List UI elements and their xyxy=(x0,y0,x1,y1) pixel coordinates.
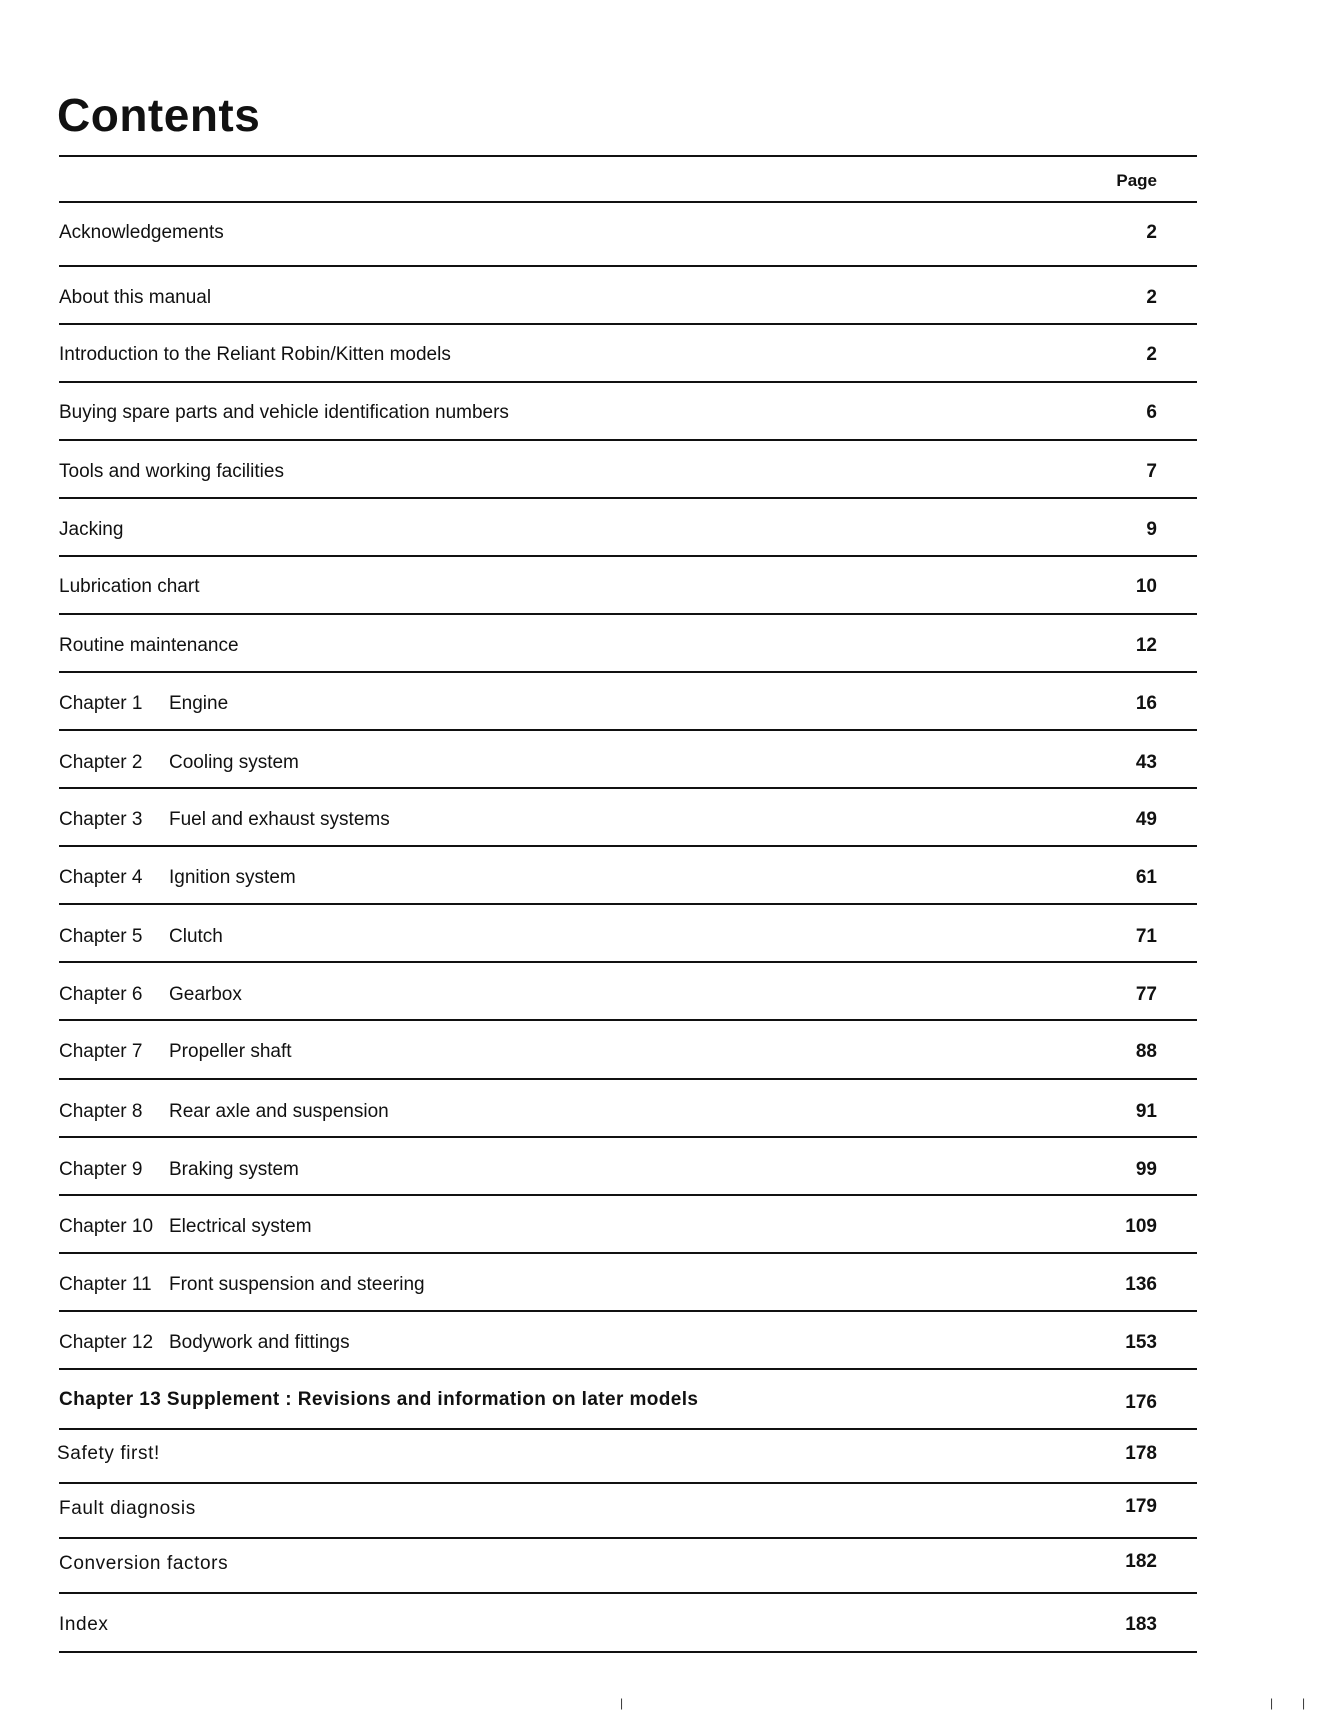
toc-entry-title: Conversion factors xyxy=(59,1553,229,1574)
toc-entry-title: Rear axle and suspension xyxy=(169,1101,389,1122)
toc-row xyxy=(59,673,1197,731)
toc-row xyxy=(59,847,1197,905)
toc-entry-page: 7 xyxy=(1146,461,1157,482)
toc-entry-title: Safety first! xyxy=(57,1443,160,1464)
toc-entry-page: 176 xyxy=(1125,1392,1157,1413)
toc-row xyxy=(59,383,1197,441)
toc-chapter-number: Chapter 11 xyxy=(59,1274,152,1295)
toc-entry-title: Front suspension and steering xyxy=(169,1274,425,1295)
toc-row xyxy=(59,203,1197,267)
binding-mark: | xyxy=(620,1696,624,1710)
toc-entry-title: Fuel and exhaust systems xyxy=(169,809,390,830)
toc-row xyxy=(59,905,1197,963)
toc-chapter-number: Chapter 12 xyxy=(59,1332,154,1353)
toc-entry-title: Ignition system xyxy=(169,867,296,888)
toc-row xyxy=(59,1370,1197,1430)
toc-entry-title: Propeller shaft xyxy=(169,1041,292,1062)
toc-entry-page: 43 xyxy=(1135,752,1157,773)
toc-row xyxy=(59,1539,1197,1594)
toc-entry-title: Chapter 13 Supplement : Revisions and information on later models xyxy=(59,1389,699,1410)
toc-chapter-number: Chapter 7 xyxy=(59,1041,143,1062)
toc-chapter-number: Chapter 1 xyxy=(59,693,143,714)
toc-row xyxy=(59,1196,1197,1254)
toc-entry-page: 16 xyxy=(1135,693,1157,714)
toc-entry-page: 9 xyxy=(1146,519,1157,540)
toc-entry-page: 91 xyxy=(1135,1101,1157,1122)
toc-row xyxy=(59,1080,1197,1138)
toc-entry-page: 10 xyxy=(1135,576,1157,597)
binding-mark: | xyxy=(1270,1696,1274,1710)
toc-chapter-number: Chapter 3 xyxy=(59,809,143,830)
toc-entry-page: 71 xyxy=(1135,926,1157,947)
toc-entry-title: Lubrication chart xyxy=(59,576,200,597)
toc-entry-page: 136 xyxy=(1125,1274,1157,1295)
toc-chapter-number: Chapter 6 xyxy=(59,984,143,1005)
toc-entry-title: Index xyxy=(59,1614,109,1635)
toc-entry-page: 2 xyxy=(1146,222,1157,243)
toc-entry-title: Engine xyxy=(169,693,229,714)
toc-entry-title: Electrical system xyxy=(169,1216,312,1237)
toc-row xyxy=(59,441,1197,499)
toc-row xyxy=(59,1138,1197,1196)
toc-entry-title: Jacking xyxy=(59,519,124,540)
toc-row xyxy=(59,1021,1197,1080)
toc-entry-title: Routine maintenance xyxy=(59,635,239,656)
toc-entry-page: 178 xyxy=(1125,1443,1157,1464)
toc-entry-title: About this manual xyxy=(59,287,212,308)
binding-mark: | xyxy=(1302,1696,1306,1710)
toc-chapter-number: Chapter 9 xyxy=(59,1159,143,1180)
toc-entry-title: Bodywork and fittings xyxy=(169,1332,350,1353)
toc-entry-title: Braking system xyxy=(169,1159,299,1180)
toc-chapter-number: Chapter 10 xyxy=(59,1216,154,1237)
page-title: Contents xyxy=(57,89,261,141)
toc-entry-title: Cooling system xyxy=(169,752,299,773)
toc-row xyxy=(59,499,1197,557)
toc-chapter-number: Chapter 5 xyxy=(59,926,143,947)
contents-table xyxy=(59,155,1197,1653)
toc-row xyxy=(59,325,1197,383)
toc-entry-page: 61 xyxy=(1135,867,1157,888)
toc-entry-page: 183 xyxy=(1125,1614,1157,1635)
toc-row xyxy=(59,267,1197,325)
toc-entry-page: 182 xyxy=(1125,1551,1157,1572)
toc-entry-page: 49 xyxy=(1135,809,1157,830)
toc-entry-page: 179 xyxy=(1125,1496,1157,1517)
toc-entry-title: Introduction to the Reliant Robin/Kitten models xyxy=(59,344,451,365)
toc-entry-page: 109 xyxy=(1125,1216,1157,1237)
toc-entry-page: 88 xyxy=(1135,1041,1157,1062)
toc-row xyxy=(59,789,1197,847)
toc-chapter-number: Chapter 4 xyxy=(59,867,143,888)
toc-entry-title: Gearbox xyxy=(169,984,242,1005)
toc-entry-title: Fault diagnosis xyxy=(59,1498,196,1519)
toc-chapter-number: Chapter 8 xyxy=(59,1101,143,1122)
toc-entry-title: Buying spare parts and vehicle identification numbers xyxy=(59,402,509,423)
toc-entry-page: 99 xyxy=(1135,1159,1157,1180)
toc-entry-title: Clutch xyxy=(169,926,223,947)
toc-entry-page: 12 xyxy=(1135,635,1157,656)
toc-entry-page: 2 xyxy=(1146,287,1157,308)
toc-row xyxy=(59,1254,1197,1312)
toc-row xyxy=(59,1312,1197,1370)
toc-entry-page: 153 xyxy=(1125,1332,1157,1353)
toc-row xyxy=(59,963,1197,1021)
page-column-header xyxy=(59,155,1197,203)
toc-entry-title: Acknowledgements xyxy=(59,222,224,243)
toc-entry-title: Tools and working facilities xyxy=(59,461,284,482)
toc-row xyxy=(59,1594,1197,1653)
toc-chapter-number: Chapter 2 xyxy=(59,752,143,773)
toc-row xyxy=(59,615,1197,673)
toc-row xyxy=(59,731,1197,789)
toc-row xyxy=(59,1430,1197,1484)
toc-row xyxy=(59,1484,1197,1539)
toc-entry-page: 77 xyxy=(1135,984,1157,1005)
toc-entry-page: 2 xyxy=(1146,344,1157,365)
page-column-label: Page xyxy=(1116,171,1157,190)
toc-row xyxy=(59,557,1197,615)
toc-entry-page: 6 xyxy=(1146,402,1157,423)
